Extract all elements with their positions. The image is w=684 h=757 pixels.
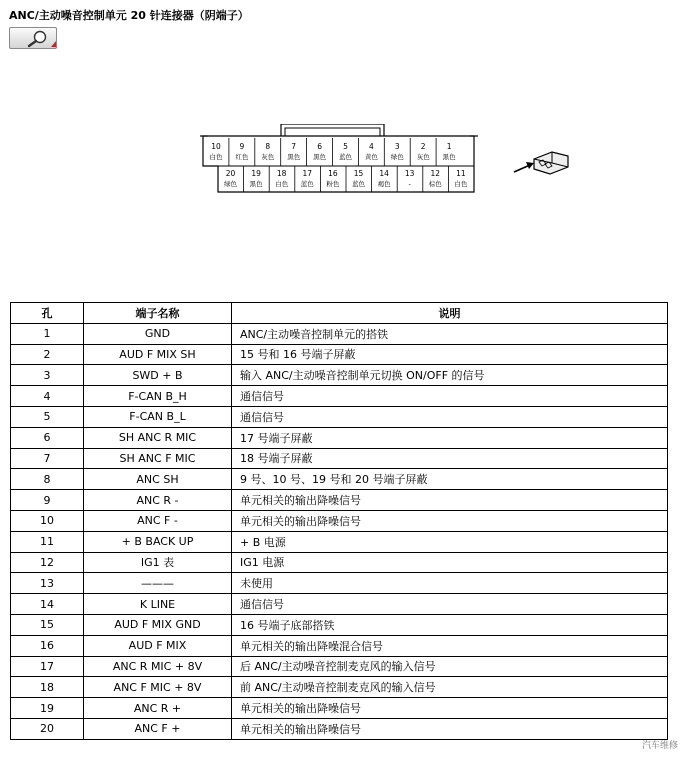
table-row [11, 573, 668, 594]
cell-desc: 单元相关的输出降噪信号 [232, 490, 668, 511]
cell-desc: 后 ANC/主动噪音控制麦克风的输入信号 [232, 656, 668, 677]
cell-pin: 5 [11, 406, 84, 427]
table-row [11, 427, 668, 448]
table-row [11, 365, 668, 386]
pin-number: 14 [379, 169, 389, 178]
cell-pin: 1 [11, 323, 84, 344]
table-row [11, 406, 668, 427]
cell-name: ANC R - [84, 490, 232, 511]
table-row [11, 448, 668, 469]
pin-wire-color: 黄色 [364, 153, 378, 161]
table-row [11, 718, 668, 739]
table-row [11, 490, 668, 511]
pin-number: 11 [456, 169, 466, 178]
cell-pin: 10 [11, 510, 84, 531]
pin-wire-color: 灰色 [261, 153, 275, 161]
pin-number: 13 [404, 169, 415, 178]
cell-desc: + B 电源 [232, 531, 668, 552]
cell-pin: 15 [11, 614, 84, 635]
pin-number: 10 [211, 142, 221, 151]
cell-desc: ANC/主动噪音控制单元的搭铁 [232, 323, 668, 344]
pin-number: 3 [394, 142, 400, 151]
cell-pin: 8 [11, 469, 84, 490]
cell-name: ANC R MIC + 8V [84, 656, 232, 677]
cell-pin: 18 [11, 677, 84, 698]
cell-name: SH ANC F MIC [84, 448, 232, 469]
cell-name: + B BACK UP [84, 531, 232, 552]
pin-wire-color: 灰色 [416, 153, 430, 161]
cell-pin: 6 [11, 427, 84, 448]
cell-pin: 16 [11, 635, 84, 656]
table-row [11, 323, 668, 344]
table-row [11, 614, 668, 635]
pin-number: 12 [430, 169, 441, 178]
pin-wire-color: 粉色 [326, 180, 340, 188]
table-row [11, 677, 668, 698]
watermark: 汽车维修 [641, 741, 678, 751]
pin-number: 15 [353, 169, 364, 178]
pin-wire-color: 褐色 [377, 180, 391, 188]
cell-desc: 单元相关的输出降噪信号 [232, 510, 668, 531]
cell-desc: 15 号和 16 号端子屏蔽 [232, 344, 668, 365]
cell-name: ANC F + [84, 718, 232, 739]
connector-plug-icon [512, 150, 572, 182]
pin-number: 8 [265, 142, 271, 151]
cell-pin: 19 [11, 698, 84, 719]
cell-desc: 16 号端子底部搭铁 [232, 614, 668, 635]
cell-desc: 单元相关的输出降噪信号 [232, 718, 668, 739]
cell-desc: 9 号、10 号、19 号和 20 号端子屏蔽 [232, 469, 668, 490]
pin-wire-color: 黑色 [313, 153, 327, 161]
cell-name: K LINE [84, 594, 232, 615]
pin-wire-color: 黑色 [287, 153, 301, 161]
pin-wire-color: 红色 [235, 153, 249, 161]
cell-name: SWD + B [84, 365, 232, 386]
pin-wire-color: 蓝色 [300, 180, 314, 188]
header-desc: 说明 [232, 303, 668, 324]
cell-name: ANC F MIC + 8V [84, 677, 232, 698]
table-row [11, 552, 668, 573]
cell-pin: 11 [11, 531, 84, 552]
pin-wire-color: 白色 [209, 153, 223, 161]
pin-wire-color: - [408, 180, 411, 188]
pin-number: 19 [251, 169, 261, 178]
pin-wire-color: 蓝色 [339, 153, 352, 161]
pin-number: 1 [446, 142, 452, 151]
table-row [11, 344, 668, 365]
pin-wire-color: 棕色 [428, 180, 442, 188]
cell-desc: 未使用 [232, 573, 668, 594]
pin-number: 4 [369, 142, 374, 151]
pin-number: 7 [291, 142, 297, 151]
magnifier-icon [10, 28, 58, 50]
pin-wire-color: 黑色 [442, 153, 456, 161]
pin-wire-color: 绿色 [390, 153, 404, 161]
pin-number: 2 [420, 142, 426, 151]
pin-wire-color: 蓝色 [352, 180, 365, 188]
cell-desc: 单元相关的输出降噪信号 [232, 698, 668, 719]
cell-name: F-CAN B_H [84, 386, 232, 407]
header-name: 端子名称 [84, 303, 232, 324]
cell-pin: 17 [11, 656, 84, 677]
cell-pin: 20 [11, 718, 84, 739]
table-row [11, 386, 668, 407]
cell-name: AUD F MIX [84, 635, 232, 656]
cell-desc: 18 号端子屏蔽 [232, 448, 668, 469]
pin-number: 18 [276, 169, 287, 178]
cell-name: AUD F MIX GND [84, 614, 232, 635]
table-header-row [11, 303, 668, 324]
pin-number: 17 [302, 169, 313, 178]
cell-pin: 4 [11, 386, 84, 407]
pin-wire-color: 黑色 [249, 180, 263, 188]
cell-desc: 通信信号 [232, 406, 668, 427]
cell-name: GND [84, 323, 232, 344]
cell-desc: 单元相关的输出降噪混合信号 [232, 635, 668, 656]
table-row [11, 531, 668, 552]
cell-pin: 13 [11, 573, 84, 594]
pin-number: 6 [317, 142, 322, 151]
cell-name: ANC SH [84, 469, 232, 490]
cell-desc: 17 号端子屏蔽 [232, 427, 668, 448]
pin-number: 20 [225, 169, 236, 178]
connector-diagram [200, 124, 480, 196]
cell-pin: 12 [11, 552, 84, 573]
table-row [11, 469, 668, 490]
table-row [11, 635, 668, 656]
cell-pin: 7 [11, 448, 84, 469]
cell-name: SH ANC R MIC [84, 427, 232, 448]
cell-desc: IG1 电源 [232, 552, 668, 573]
table-row [11, 698, 668, 719]
table-row [11, 656, 668, 677]
cell-desc: 输入 ANC/主动噪音控制单元切换 ON/OFF 的信号 [232, 365, 668, 386]
table-row [11, 594, 668, 615]
cell-name: IG1 表 [84, 552, 232, 573]
cell-pin: 9 [11, 490, 84, 511]
pin-number: 5 [343, 142, 348, 151]
zoom-button[interactable] [9, 27, 57, 49]
cell-pin: 2 [11, 344, 84, 365]
cell-pin: 14 [11, 594, 84, 615]
cell-name: ANC R + [84, 698, 232, 719]
cell-pin: 3 [11, 365, 84, 386]
pin-wire-color: 白色 [454, 180, 468, 188]
header-pin: 孔 [11, 303, 84, 324]
cell-name: ANC F - [84, 510, 232, 531]
cell-name: F-CAN B_L [84, 406, 232, 427]
cell-desc: 通信信号 [232, 594, 668, 615]
pin-wire-color: 绿色 [224, 180, 237, 188]
pin-table [10, 302, 668, 740]
pin-number: 16 [328, 169, 338, 178]
pin-number: 9 [239, 142, 245, 151]
table-row [11, 510, 668, 531]
pin-wire-color: 白色 [275, 180, 289, 188]
cell-name: ——— [84, 573, 232, 594]
cell-name: AUD F MIX SH [84, 344, 232, 365]
page-title: ANC/主动噪音控制单元 20 针连接器（阴端子） [9, 9, 249, 22]
cell-desc: 通信信号 [232, 386, 668, 407]
cell-desc: 前 ANC/主动噪音控制麦克风的输入信号 [232, 677, 668, 698]
